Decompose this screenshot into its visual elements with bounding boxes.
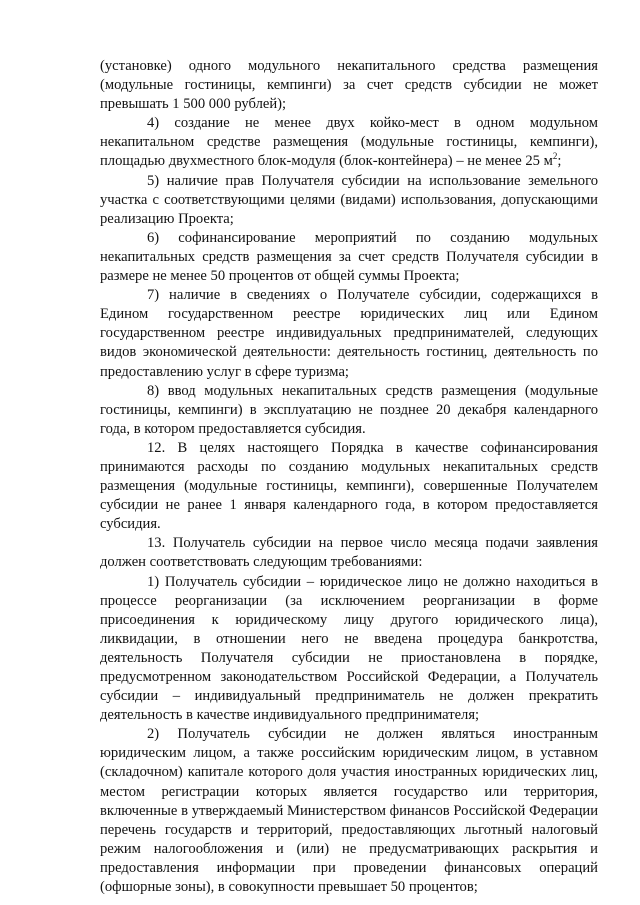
paragraph-item-6: 6) софинансирование мероприятий по созданию модульных некапитальных средств размещения за счет средств Получателя субсидии в размере не менее 50 процентов от общей суммы Проекта; (100, 229, 598, 285)
paragraph-item-5: 5) наличие прав Получателя субсидии на использование земельного участка с соответствующими целями (видами) использования, допускающими реализацию Проекта; (100, 172, 598, 227)
paragraph-item-7: 7) наличие в сведениях о Получателе субсидии, содержащихся в Едином государственном реестре юридических лиц или Едином государственном реестре индивидуальных предпринимателей, следующих видов экономической деятельности: деятельность гостиниц, деятельность по предоставлению услуг в сфере туризма; (100, 287, 598, 380)
paragraph-item-4-tail: ; (557, 153, 562, 170)
paragraph-section-13-item-1: 1) Получатель субсидии – юридическое лицо не должно находиться в процессе реорганизации (за исключением реорганизации в форме присоединения к юридическому лицу другого юридического лица), ликвидации, в отношении него не введена процедура банкротства, деятельность Получателя субсидии не приостановлена в порядке, предусмотренном законодательством Российской Федерации, а Получатель субсидии – индивидуальный предприниматель не должен прекратить деятельность в качестве индивидуального предпринимателя; (100, 573, 598, 724)
paragraph-item-8: 8) ввод модульных некапитальных средств размещения (модульные гостиницы, кемпинги) в эксплуатацию не позднее 20 декабря календарного года, в котором предоставляется субсидия. (100, 382, 598, 437)
paragraph-item-4-text: 4) создание не менее двух койко-мест в одном модульном некапитальном средстве размещения (модульные гостиницы, кемпинги), площадью двухместного блок-модуля (блок-контейнера) – не менее 25 м (100, 115, 598, 170)
paragraph-section-13: 13. Получатель субсидии на первое число месяца подачи заявления должен соответствовать следующим требованиями: (100, 535, 598, 571)
square-superscript: 2 (552, 151, 558, 162)
paragraph-item-4 (100, 114, 598, 171)
document-page (100, 57, 598, 897)
paragraph-section-12: 12. В целях настоящего Порядка в качестве софинансирования принимаются расходы по созданию модульных некапитальных средств размещения (модульные гостиницы, кемпинги), совершенные Получателем субсидии не ранее 1 января календарного года, в котором предоставляется субсидия. (100, 439, 598, 533)
paragraph-continuation: (установке) одного модульного некапитального средства размещения (модульные гостиницы, кемпинги) за счет средств субсидии не может превышать 1 500 000 рублей); (100, 58, 598, 113)
paragraph-section-13-item-2: 2) Получатель субсидии не должен являться иностранным юридическим лицом, а также российским юридическим лицом, в уставном (складочном) капитале которого доля участия иностранных юридических лиц, местом регистрации которых является государство или территория, включенные в утверждаемый Министерством финансов Российской Федерации перечень государств и территорий, предоставляющих льготный налоговый режим налогообложения и (или) не предусматривающих раскрытия и предоставления информации при проведении финансовых операций (офшорные зоны), в совокупности превышает 50 процентов; (100, 726, 598, 896)
